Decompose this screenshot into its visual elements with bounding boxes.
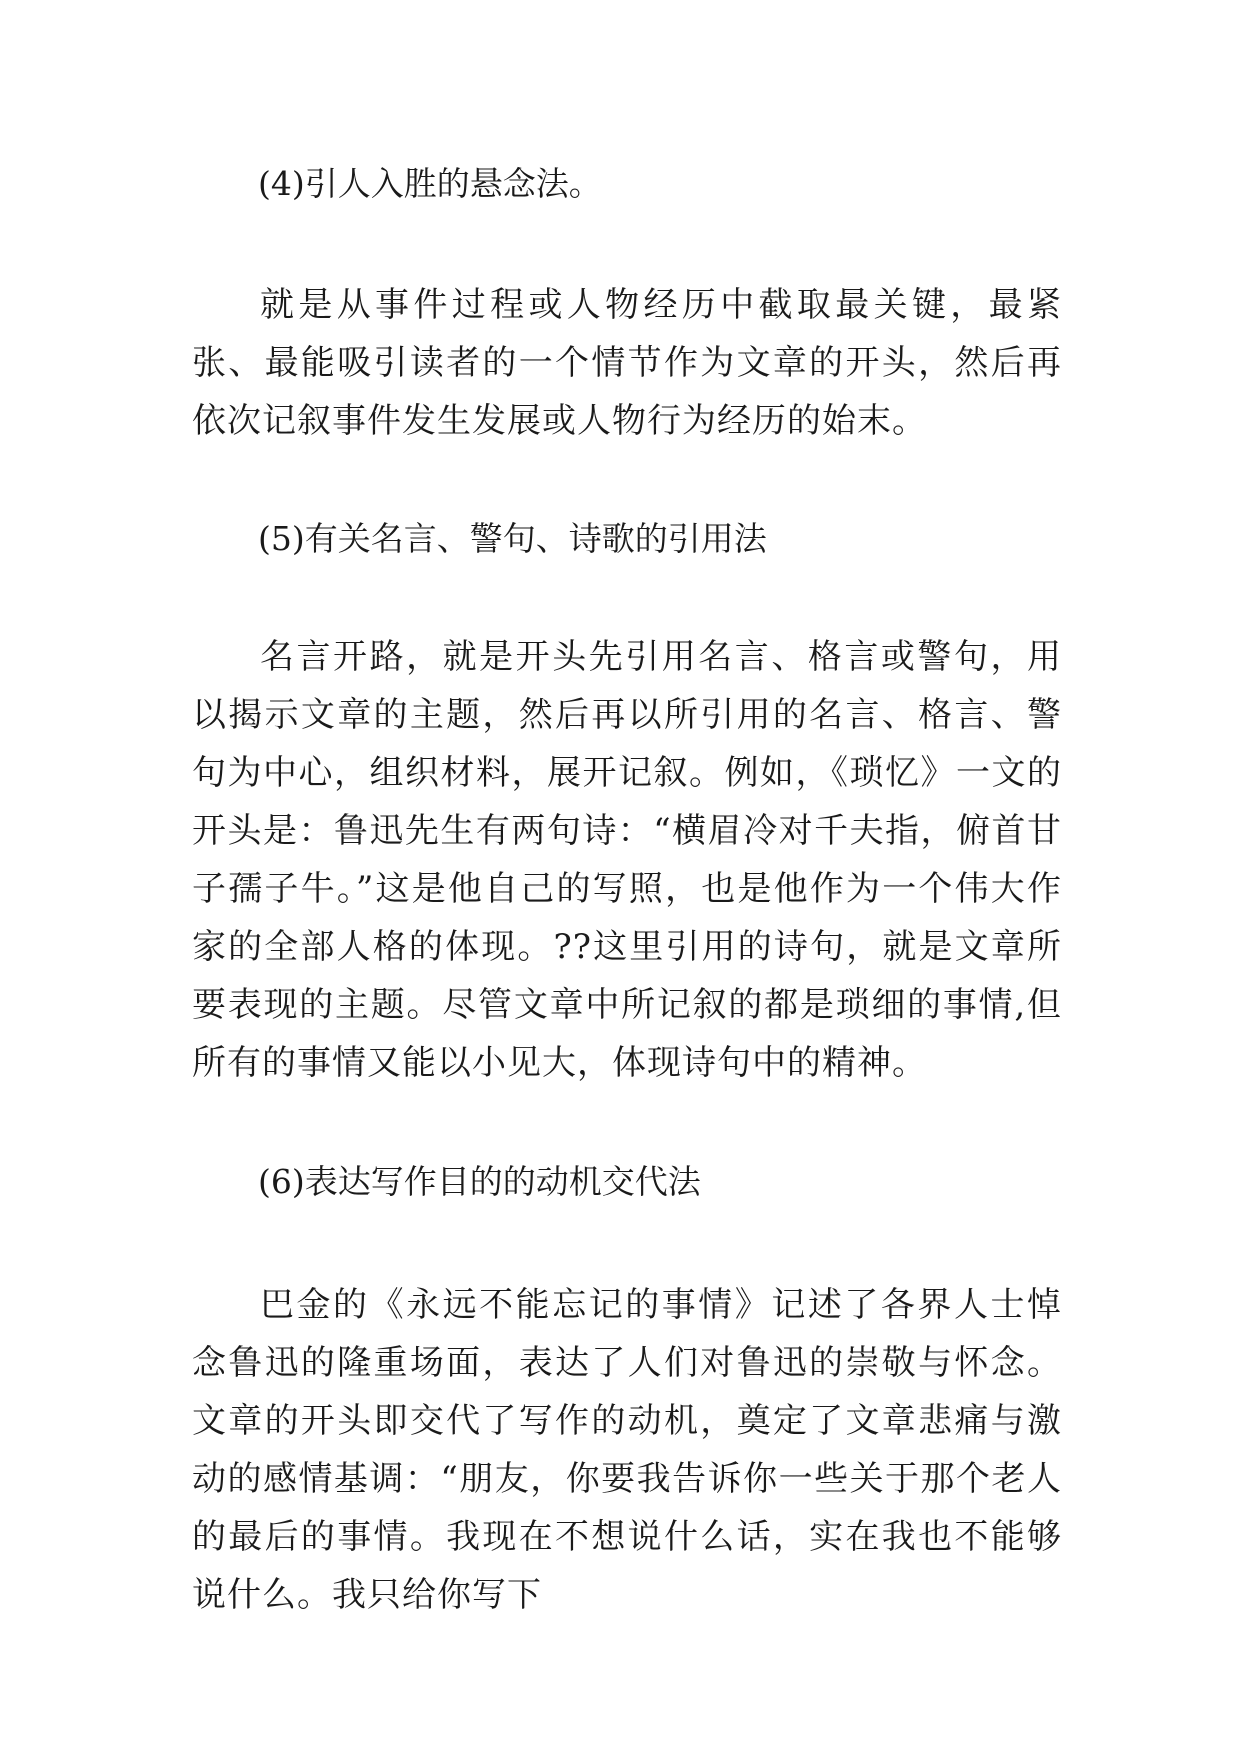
section-body-6: 巴金的《永远不能忘记的事情》记述了各界人士悼念鲁迅的隆重场面，表达了人们对鲁迅的崇敬与怀念。文章的开头即交代了写作的动机，奠定了文章悲痛与激动的感情基调：“朋友，你要我告诉你一些关于那个老人的最后的事情。我现在不想说什么话，实在我也不能够说什么。我只给你写下 — [192, 1285, 1062, 1615]
section-heading-4: (4)引人入胜的悬念法。 — [258, 164, 602, 203]
section-body-4: 就是从事件过程或人物经历中截取最关键，最紧张、最能吸引读者的一个情节作为文章的开头，然后再依次记叙事件发生发展或人物行为经历的始末。 — [192, 285, 1062, 441]
section-body-5: 名言开路，就是开头先引用名言、格言或警句，用以揭示文章的主题，然后再以所引用的名言、格言、警句为中心，组织材料，展开记叙。例如，《琐忆》一文的开头是：鲁迅先生有两句诗：“横眉冷对千夫指，俯首甘子孺子牛。”这是他自己的写照，也是他作为一个伟大作家的全部人格的体现。??这里引用的诗句，就是文章所要表现的主题。尽管文章中所记叙的都是琐细的事情,但所有的事情又能以小见大，体现诗句中的精神。 — [192, 637, 1062, 1083]
section-heading-6: (6)表达写作目的的动机交代法 — [258, 1162, 701, 1201]
section-heading-5: (5)有关名言、警句、诗歌的引用法 — [258, 519, 767, 558]
